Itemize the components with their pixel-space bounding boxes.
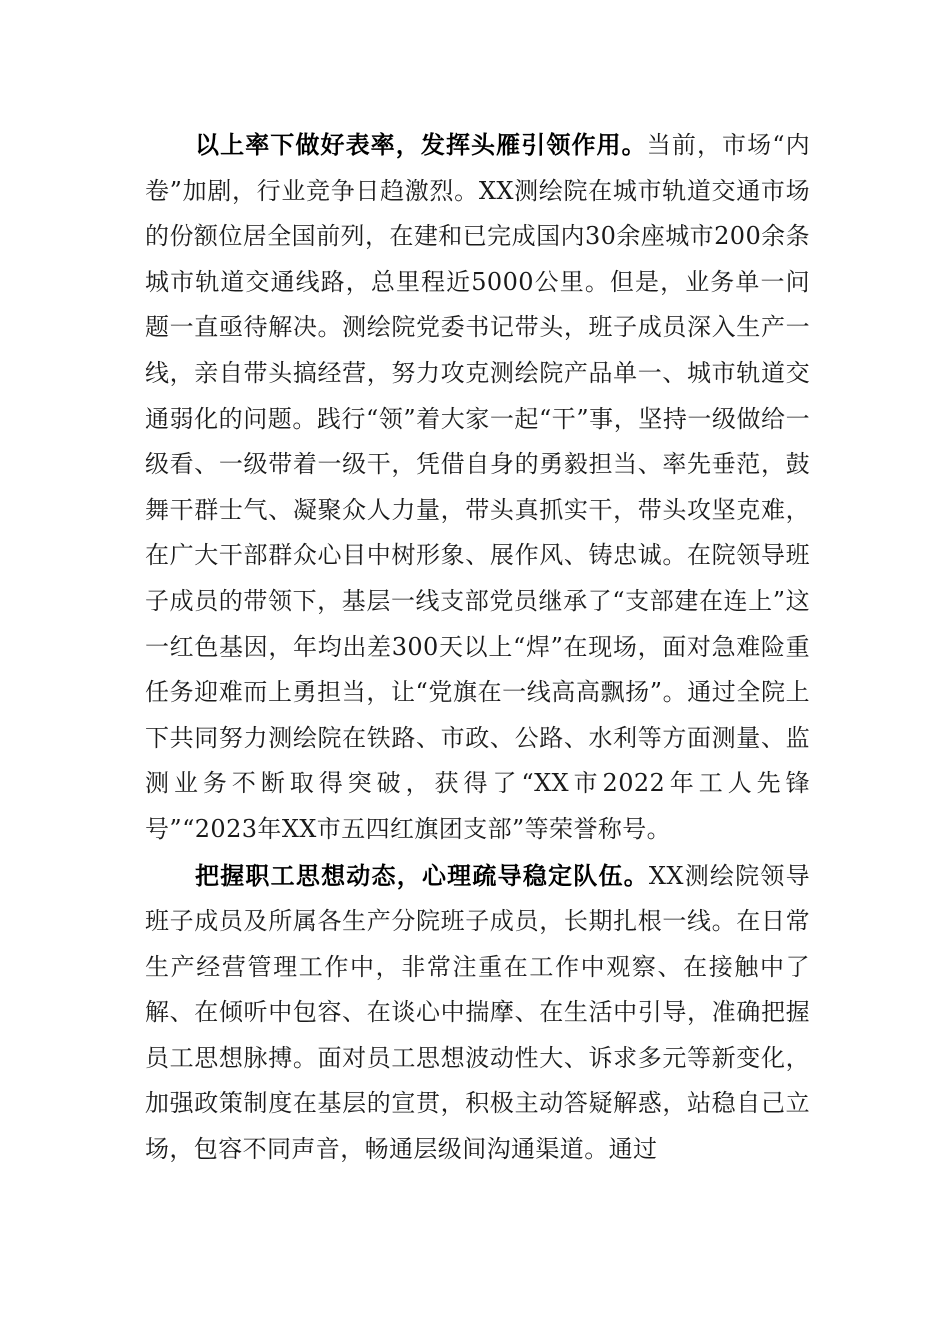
paragraph-heading: 以上率下做好表率，发挥头雁引领作用。 [195,130,647,159]
paragraph-leading-by-example [145,122,810,853]
paragraph-text: XX测绘院领导班子成员及所属各生产分院班子成员，长期扎根一线。在日常生产经营管理工作中，非常注重在工作中观察、在接触中了解、在倾听中包容、在谈心中揣摩、在生活中引导，准确把握员工思想脉搏。面对员工思想波动性大、诉求多元等新变化，加强政策制度在基层的宣贯，积极主动答疑解惑，站稳自己立场，包容不同声音，畅通层级间沟通渠道。通过 [145,861,810,1164]
paragraph-text: 当前，市场“内卷”加剧，行业竞争日趋激烈。XX测绘院在城市轨道交通市场的份额位居全国前列，在建和已完成国内30余座城市200余条城市轨道交通线路，总里程近5000公里。但是，业务单一问题一直亟待解决。测绘院党委书记带头，班子成员深入生产一线，亲自带头搞经营，努力攻克测绘院产品单一、城市轨道交通弱化的问题。践行“领”着大家一起“干”事，坚持一级做给一级看、一级带着一级干，凭借自身的勇毅担当、率先垂范，鼓舞干群士气、凝聚众人力量，带头真抓实干，带头攻坚克难，在广大干部群众心目中树形象、展作风、铸忠诚。在院领导班子成员的带领下，基层一线支部党员继承了“支部建在连上”这一红色基因，年均出差300天以上“焊”在现场，面对急难险重任务迎难而上勇担当，让“党旗在一线高高飘扬”。通过全院上下共同努力测绘院在铁路、市政、公路、水利等方面测量、监测业务不断取得突破，获得了“XX市2022年工人先锋号”“2023年XX市五四红旗团支部”等荣誉称号。 [145,131,810,843]
paragraph-heading: 把握职工思想动态，心理疏导稳定队伍。 [195,860,649,890]
document-body [145,122,810,1173]
paragraph-employee-mindset [145,853,810,1173]
